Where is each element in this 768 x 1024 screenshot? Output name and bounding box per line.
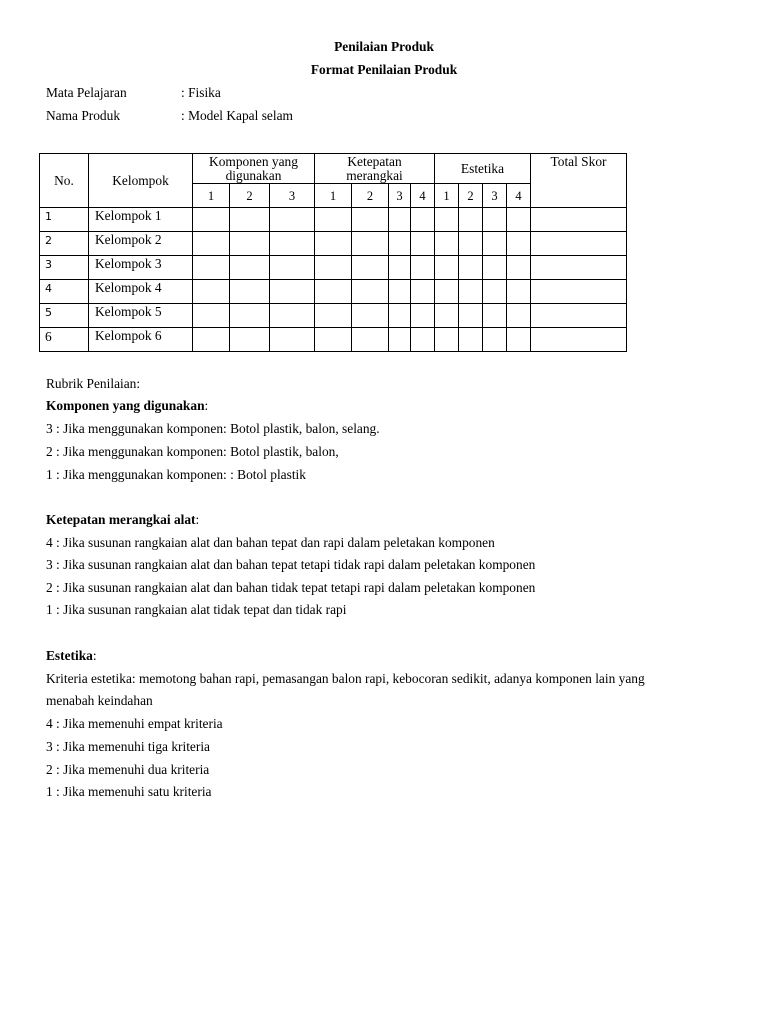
score-cell[interactable]: [459, 232, 483, 256]
header-ketepatan: [315, 154, 435, 184]
score-ketepatan-3: 3: [389, 184, 411, 208]
table-row: [40, 256, 627, 280]
score-cell[interactable]: [193, 256, 230, 280]
score-ketepatan-1: 1: [315, 184, 352, 208]
score-cell[interactable]: [270, 304, 315, 328]
page-title: Penilaian Produk: [334, 39, 434, 54]
estetika-item: 3 : Jika memenuhi tiga kriteria: [46, 739, 210, 754]
score-cell[interactable]: [483, 232, 507, 256]
estetika-item: 1 : Jika memenuhi satu kriteria: [46, 784, 212, 799]
subject-value: : Fisika: [181, 85, 221, 100]
rubric-heading: Rubrik Penilaian:: [46, 376, 141, 391]
header-estetika: Estetika: [435, 154, 531, 184]
score-cell[interactable]: [459, 256, 483, 280]
score-cell[interactable]: [193, 304, 230, 328]
score-cell[interactable]: [352, 328, 389, 352]
score-cell[interactable]: [270, 232, 315, 256]
score-estetika-2: 2: [459, 184, 483, 208]
estetika-title: Estetika: [46, 648, 93, 663]
score-cell[interactable]: [459, 208, 483, 232]
komponen-title: Komponen yang digunakan: [46, 398, 205, 413]
estetika-heading: Estetika:: [46, 648, 97, 663]
header-no: No.: [40, 154, 89, 208]
score-cell[interactable]: [435, 304, 459, 328]
row-group: Kelompok 1: [89, 208, 193, 232]
row-group: Kelompok 5: [89, 304, 193, 328]
score-cell[interactable]: [507, 208, 531, 232]
score-cell[interactable]: [507, 328, 531, 352]
score-komponen-1: 1: [193, 184, 230, 208]
score-cell[interactable]: [507, 280, 531, 304]
score-cell[interactable]: [230, 208, 270, 232]
row-no: 4: [40, 280, 89, 304]
score-cell[interactable]: [315, 280, 352, 304]
table-row: [40, 328, 627, 352]
score-cell[interactable]: [315, 208, 352, 232]
estetika-criteria-cont: menabah keindahan: [46, 693, 153, 708]
score-cell[interactable]: [507, 232, 531, 256]
row-group: Kelompok 3: [89, 256, 193, 280]
score-cell[interactable]: [389, 304, 411, 328]
total-cell[interactable]: [531, 256, 627, 280]
score-cell[interactable]: [270, 328, 315, 352]
score-cell[interactable]: [230, 232, 270, 256]
assessment-table: [39, 153, 627, 352]
score-cell[interactable]: [507, 304, 531, 328]
score-estetika-4: 4: [507, 184, 531, 208]
score-cell[interactable]: [352, 256, 389, 280]
komponen-heading: Komponen yang digunakan:: [46, 398, 209, 413]
score-cell[interactable]: [483, 304, 507, 328]
total-cell[interactable]: [531, 280, 627, 304]
header-komponen-line1: Komponen yang: [209, 154, 298, 169]
score-cell[interactable]: [270, 280, 315, 304]
ketepatan-heading: Ketepatan merangkai alat:: [46, 512, 200, 527]
page-subtitle: Format Penilaian Produk: [310, 62, 458, 77]
score-cell[interactable]: [193, 208, 230, 232]
estetika-criteria: Kriteria estetika: memotong bahan rapi, pemasangan balon rapi, kebocoran sedikit, adanya komponen lain yang: [46, 671, 645, 686]
header-komponen-line2: digunakan: [225, 168, 282, 183]
row-no: 5: [40, 304, 89, 328]
score-cell[interactable]: [230, 304, 270, 328]
score-cell[interactable]: [389, 208, 411, 232]
score-cell[interactable]: [459, 304, 483, 328]
score-cell[interactable]: [411, 304, 435, 328]
total-cell[interactable]: [531, 304, 627, 328]
row-group: Kelompok 2: [89, 232, 193, 256]
table-header-row: [40, 154, 627, 184]
score-cell[interactable]: [411, 328, 435, 352]
score-cell[interactable]: [483, 280, 507, 304]
score-cell[interactable]: [507, 256, 531, 280]
table-row: [40, 280, 627, 304]
estetika-item: 2 : Jika memenuhi dua kriteria: [46, 762, 210, 777]
row-no: 2: [40, 232, 89, 256]
row-group: Kelompok 4: [89, 280, 193, 304]
total-cell[interactable]: [531, 328, 627, 352]
table-row: [40, 208, 627, 232]
header-ketepatan-line1: Ketepatan: [347, 154, 402, 169]
header-ketepatan-line2: merangkai: [346, 168, 403, 183]
score-komponen-3: 3: [270, 184, 315, 208]
score-cell[interactable]: [389, 280, 411, 304]
score-cell[interactable]: [483, 208, 507, 232]
komponen-item: 2 : Jika menggunakan komponen: Botol plastik, balon,: [46, 444, 339, 459]
score-ketepatan-2: 2: [352, 184, 389, 208]
total-cell[interactable]: [531, 208, 627, 232]
score-cell[interactable]: [411, 256, 435, 280]
score-cell[interactable]: [389, 328, 411, 352]
score-cell[interactable]: [193, 328, 230, 352]
score-estetika-1: 1: [435, 184, 459, 208]
score-cell[interactable]: [315, 304, 352, 328]
table-row: [40, 304, 627, 328]
score-cell[interactable]: [230, 280, 270, 304]
header-total: Total Skor: [531, 154, 627, 208]
header-komponen: [193, 154, 315, 184]
score-cell[interactable]: [230, 328, 270, 352]
product-value: : Model Kapal selam: [181, 108, 293, 123]
score-cell[interactable]: [389, 256, 411, 280]
row-no: 3: [40, 256, 89, 280]
score-cell[interactable]: [459, 328, 483, 352]
score-cell[interactable]: [435, 256, 459, 280]
ketepatan-title: Ketepatan merangkai alat: [46, 512, 196, 527]
score-cell[interactable]: [315, 328, 352, 352]
score-cell[interactable]: [411, 232, 435, 256]
score-cell[interactable]: [193, 280, 230, 304]
row-no: 6: [40, 328, 89, 352]
row-no: 1: [40, 208, 89, 232]
komponen-item: 1 : Jika menggunakan komponen: : Botol plastik: [46, 467, 306, 482]
score-ketepatan-4: 4: [411, 184, 435, 208]
score-cell[interactable]: [315, 232, 352, 256]
score-cell[interactable]: [459, 280, 483, 304]
score-cell[interactable]: [435, 208, 459, 232]
score-cell[interactable]: [435, 328, 459, 352]
score-cell[interactable]: [352, 280, 389, 304]
komponen-item: 3 : Jika menggunakan komponen: Botol plastik, balon, selang.: [46, 421, 380, 436]
score-cell[interactable]: [315, 256, 352, 280]
score-cell[interactable]: [435, 232, 459, 256]
score-cell[interactable]: [352, 232, 389, 256]
score-estetika-3: 3: [483, 184, 507, 208]
score-cell[interactable]: [483, 256, 507, 280]
header-group: Kelompok: [89, 154, 193, 208]
total-cell[interactable]: [531, 232, 627, 256]
score-komponen-2: 2: [230, 184, 270, 208]
score-cell[interactable]: [270, 256, 315, 280]
score-cell[interactable]: [352, 304, 389, 328]
score-cell[interactable]: [230, 256, 270, 280]
score-cell[interactable]: [411, 208, 435, 232]
score-cell[interactable]: [193, 232, 230, 256]
ketepatan-item: 3 : Jika susunan rangkaian alat dan bahan tepat tetapi tidak rapi dalam peletakan komponen: [46, 557, 536, 572]
score-cell[interactable]: [483, 328, 507, 352]
ketepatan-item: 2 : Jika susunan rangkaian alat dan bahan tidak tepat tetapi rapi dalam peletakan komponen: [46, 580, 536, 595]
product-label: Nama Produk: [46, 108, 121, 123]
estetika-item: 4 : Jika memenuhi empat kriteria: [46, 716, 223, 731]
score-cell[interactable]: [435, 280, 459, 304]
table-row: [40, 232, 627, 256]
ketepatan-item: 1 : Jika susunan rangkaian alat tidak tepat dan tidak rapi: [46, 602, 347, 617]
score-cell[interactable]: [270, 208, 315, 232]
ketepatan-item: 4 : Jika susunan rangkaian alat dan bahan tepat dan rapi dalam peletakan komponen: [46, 535, 495, 550]
score-cell[interactable]: [411, 280, 435, 304]
row-group: Kelompok 6: [89, 328, 193, 352]
score-cell[interactable]: [389, 232, 411, 256]
score-cell[interactable]: [352, 208, 389, 232]
subject-label: Mata Pelajaran: [46, 85, 127, 100]
